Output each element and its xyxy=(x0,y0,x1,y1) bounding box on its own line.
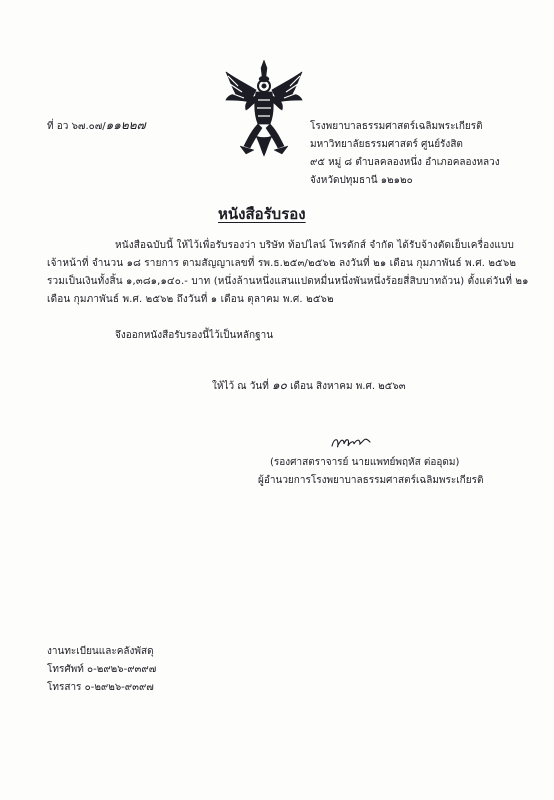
body-line: รวมเป็นเงินทั้งสิ้น ๑,๓๘๑,๑๔๐.- บาท (หนึ่งล้านหนึ่งแสนแปดหมื่นหนึ่งพันหนึ่งร้อยสี่สิบบาทถ้วน) ตั้งแต่วันที่ ๒๑ xyxy=(47,276,529,287)
footer-department: งานทะเบียนและคลังพัสดุ xyxy=(47,646,154,657)
handwritten-signature-icon xyxy=(330,434,372,452)
document-title: หนังสือรับรอง xyxy=(218,205,306,223)
reference-number xyxy=(47,118,146,134)
body-line: หนังสือฉบับนี้ ให้ไว้เพื่อรับรองว่า บริษัท ท้อปไลน์ โพรดักส์ จำกัด ได้รับจ้างตัดเย็บเครื่องแบบ xyxy=(115,240,514,251)
body-line: เดือน กุมภาพันธ์ พ.ศ. ๒๕๖๒ ถึงวันที่ ๑ เดือน ตุลาคม พ.ศ. ๒๕๖๒ xyxy=(47,294,334,305)
date-rest: เดือน สิงหาคม พ.ศ. ๒๕๖๓ xyxy=(290,381,406,392)
date-prefix: ให้ไว้ ณ วันที่ xyxy=(212,381,269,392)
address-line: จังหวัดปทุมธานี ๑๒๑๒๐ xyxy=(310,175,413,186)
footer-phone: โทรศัพท์ ๐-๒๙๒๖-๙๓๙๗ xyxy=(47,664,157,675)
body-line: เจ้าหน้าที่ จำนวน ๑๘ รายการ ตามสัญญาเลขที่ รพ.ธ.๒๕๓/๒๕๖๒ ลงวันที่ ๒๑ เดือน กุมภาพันธ์ พ.ศ. ๒๕๖๒ xyxy=(47,258,517,269)
address-line: มหาวิทยาลัยธรรมศาสตร์ ศูนย์รังสิต xyxy=(310,139,463,150)
address-line: โรงพยาบาลธรรมศาสตร์เฉลิมพระเกียรติ xyxy=(310,121,483,132)
footer-fax: โทรสาร ๐-๒๙๒๖-๙๓๙๗ xyxy=(47,682,154,693)
address-line: ๙๕ หมู่ ๘ ตำบลคลองหนึ่ง อำเภอคลองหลวง xyxy=(310,157,500,168)
signer-name: (รองศาสตราจารย์ นายแพทย์พฤหัส ต่ออุดม) xyxy=(270,457,460,468)
date-day: ๑๐ xyxy=(271,378,287,392)
closing-text: จึงออกหนังสือรับรองนี้ไว้เป็นหลักฐาน xyxy=(115,330,274,341)
reference-prefix: ที่ อว ๖๗.๐๗/ xyxy=(47,121,106,132)
signer-position: ผู้อำนวยการโรงพยาบาลธรรมศาสตร์เฉลิมพระเกียรติ xyxy=(258,475,484,486)
issue-date xyxy=(212,378,406,394)
garuda-emblem-icon xyxy=(222,58,306,158)
reference-handwritten: ๑๑๒๒๗ xyxy=(105,118,146,132)
